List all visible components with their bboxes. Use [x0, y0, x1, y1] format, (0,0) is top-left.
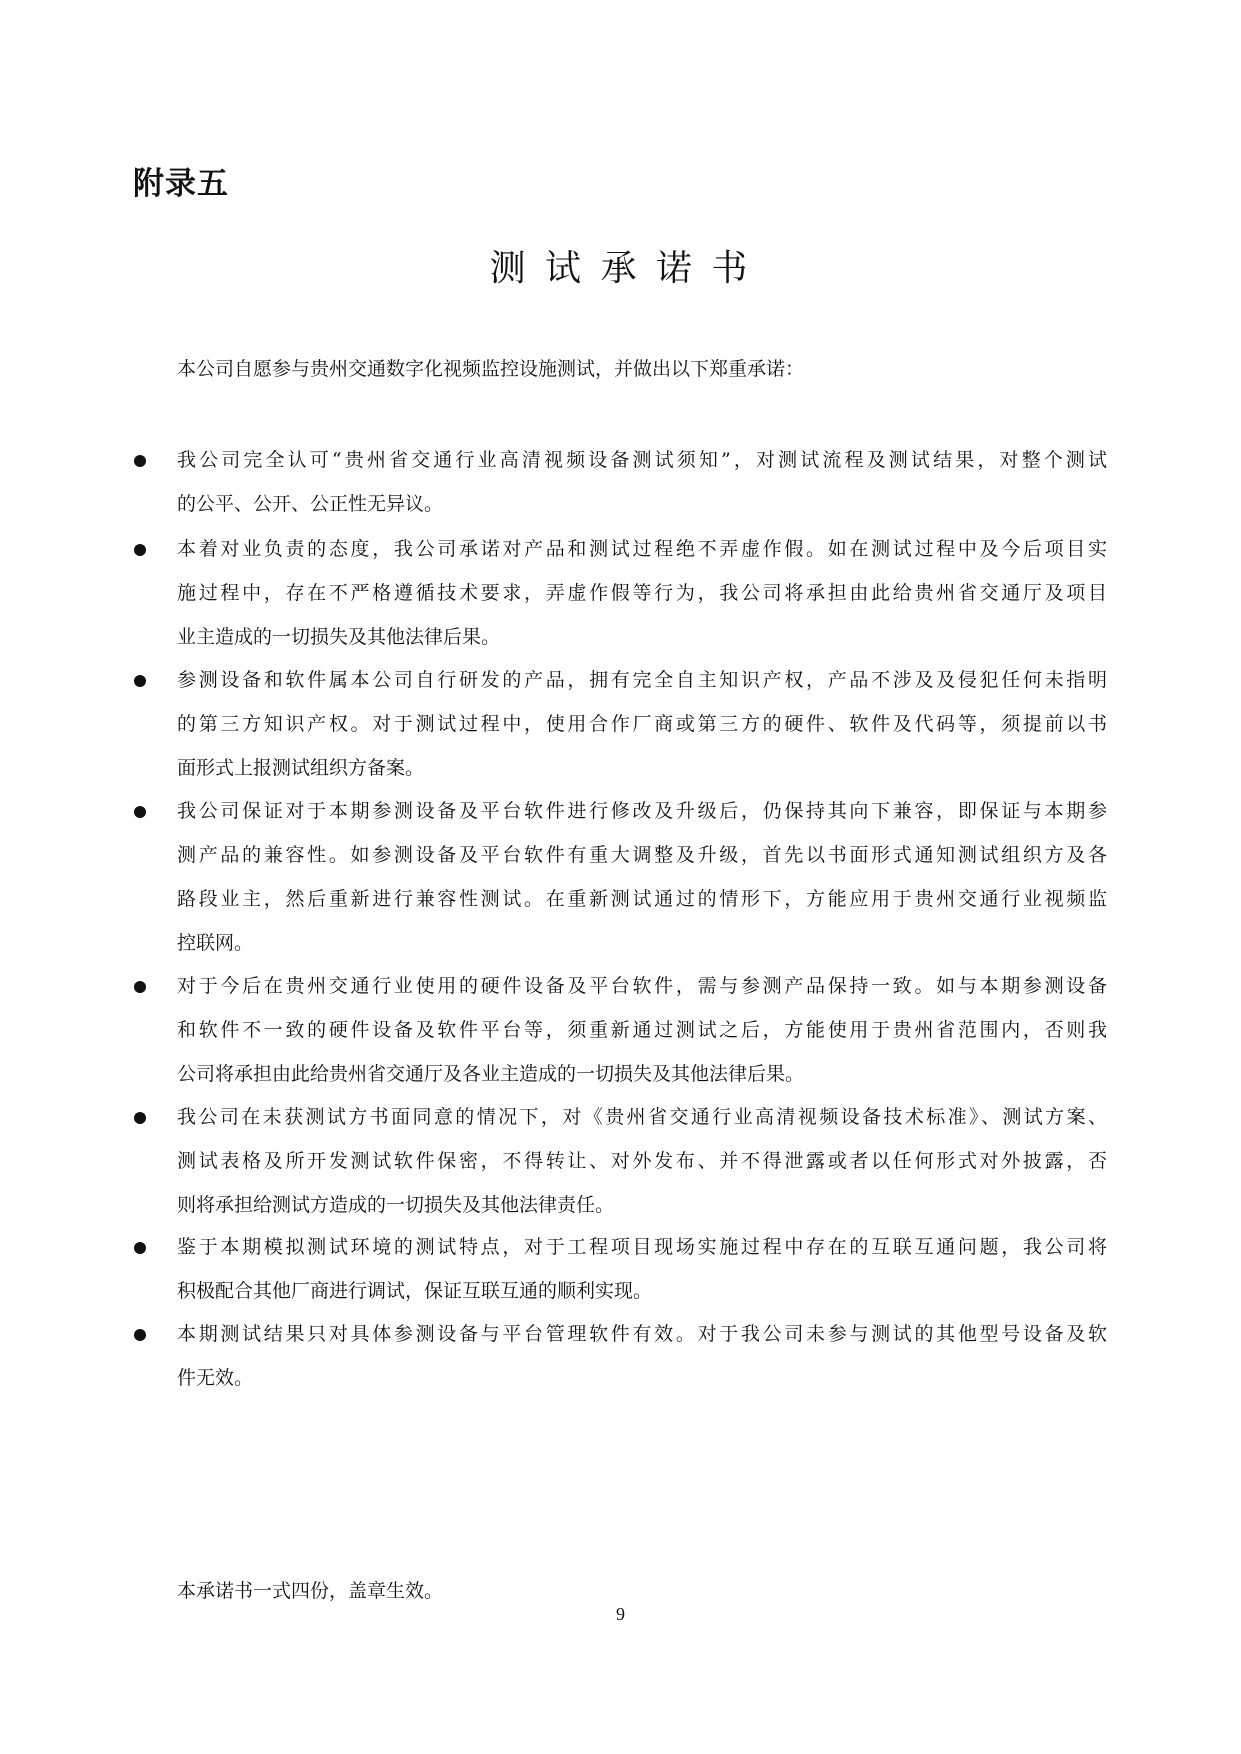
page-number: 9: [616, 1604, 625, 1624]
commitment-line: 测试表格及所开发测试软件保密，不得转让、对外发布、并不得泄露或者以任何形式对外披露，否: [177, 1150, 1107, 1172]
bullet-icon: [134, 1242, 146, 1254]
bullet-icon: [134, 544, 146, 556]
document-title: 测 试 承 诺 书: [489, 248, 752, 289]
commitment-line: 件无效。: [177, 1367, 254, 1389]
commitment-line: 鉴于本期模拟测试环境的测试特点，对于工程项目现场实施过程中存在的互联互通问题，我公司将: [177, 1236, 1107, 1258]
bullet-icon: [134, 806, 146, 818]
commitment-line: 的第三方知识产权。对于测试过程中，使用合作厂商或第三方的硬件、软件及代码等，须提前以书: [177, 713, 1107, 735]
commitment-line: 公司将承担由此给贵州省交通厅及各业主造成的一切损失及其他法律后果。: [177, 1063, 805, 1085]
bullet-icon: [134, 675, 146, 687]
commitment-line: 则将承担给测试方造成的一切损失及其他法律责任。: [177, 1194, 615, 1216]
commitment-line: 对于今后在贵州交通行业使用的硬件设备及平台软件，需与参测产品保持一致。如与本期参测设备: [177, 975, 1107, 997]
closing-paragraph: 本承诺书一式四份，盖章生效。: [177, 1580, 444, 1602]
commitment-line: 参测设备和软件属本公司自行研发的产品，拥有完全自主知识产权，产品不涉及及侵犯任何未指明: [177, 669, 1107, 691]
appendix-label: 附录五: [133, 166, 229, 202]
commitment-line: 面形式上报测试组织方备案。: [177, 757, 425, 779]
commitment-line: 和软件不一致的硬件设备及软件平台等，须重新通过测试之后，方能使用于贵州省范围内，否则我: [177, 1019, 1107, 1041]
intro-paragraph: 本公司自愿参与贵州交通数字化视频监控设施测试，并做出以下郑重承诺：: [177, 358, 805, 380]
bullet-icon: [134, 1112, 146, 1124]
commitment-line: 路段业主，然后重新进行兼容性测试。在重新测试通过的情形下，方能应用于贵州交通行业视频监: [177, 888, 1107, 910]
bullet-icon: [134, 455, 146, 467]
commitment-line: 我公司完全认可“贵州省交通行业高清视频设备测试须知”，对测试流程及测试结果，对整个测试: [177, 449, 1107, 471]
bullet-icon: [134, 981, 146, 993]
commitment-line: 控联网。: [177, 932, 254, 954]
commitment-line: 业主造成的一切损失及其他法律后果。: [177, 626, 501, 648]
commitment-line: 我公司保证对于本期参测设备及平台软件进行修改及升级后，仍保持其向下兼容，即保证与本期参: [177, 800, 1107, 822]
commitment-line: 的公平、公开、公正性无异议。: [177, 493, 444, 515]
commitment-line: 我公司在未获测试方书面同意的情况下，对《贵州省交通行业高清视频设备技术标准》、测试方案、: [177, 1106, 1107, 1128]
commitment-line: 测产品的兼容性。如参测设备及平台软件有重大调整及升级，首先以书面形式通知测试组织方及各: [177, 844, 1107, 866]
bullet-icon: [134, 1329, 146, 1341]
commitment-line: 本着对业负责的态度，我公司承诺对产品和测试过程绝不弄虚作假。如在测试过程中及今后项目实: [177, 538, 1107, 560]
commitment-line: 本期测试结果只对具体参测设备与平台管理软件有效。对于我公司未参与测试的其他型号设备及软: [177, 1323, 1107, 1345]
commitment-line: 积极配合其他厂商进行调试，保证互联互通的顺利实现。: [177, 1280, 653, 1302]
commitment-line: 施过程中，存在不严格遵循技术要求，弄虚作假等行为，我公司将承担由此给贵州省交通厅及项目: [177, 582, 1107, 604]
